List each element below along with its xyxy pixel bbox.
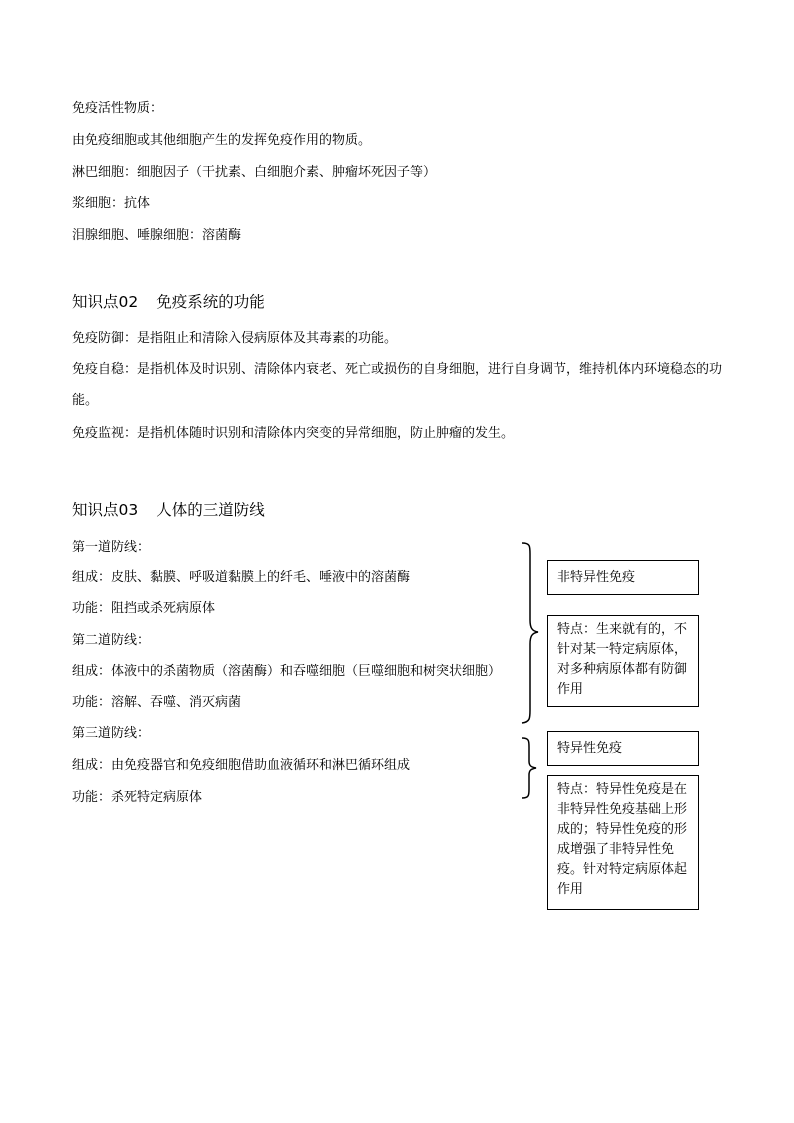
defense-line-label: 第一道防线： <box>72 540 151 555</box>
section-title: 免疫系统的功能 <box>156 293 265 311</box>
section-number: 知识点03 <box>72 501 139 519</box>
active-substances-title: 免疫活性物质： <box>72 101 164 116</box>
defense-function: 功能：阻挡或杀死病原体 <box>72 601 216 616</box>
defense-line-label: 第二道防线： <box>72 633 151 648</box>
section-number: 知识点02 <box>72 293 139 311</box>
defense-composition: 组成：由免疫器官和免疫细胞借助血液循环和淋巴循环组成 <box>72 758 411 773</box>
specific-immunity-desc-box: 特点：特异性免疫是在非特异性免疫基础上形成的；特异性免疫的形成增强了非特异性免疫。针对特定病原体起作用 <box>547 775 699 910</box>
active-substance-item: 浆细胞：抗体 <box>72 196 151 211</box>
nonspecific-immunity-box: 非特异性免疫 <box>547 560 699 595</box>
active-substances-definition: 由免疫细胞或其他细胞产生的发挥免疫作用的物质。 <box>72 133 372 148</box>
function-item: 免疫自稳：是指机体及时识别、清除体内衰老、死亡或损伤的自身细胞，进行自身调节，维持机体内环境稳态的功能。 <box>72 362 723 408</box>
section-title: 人体的三道防线 <box>156 501 265 519</box>
specific-immunity-box: 特异性免疫 <box>547 731 699 766</box>
defense-composition: 组成：皮肤、黏膜、呼吸道黏膜上的纤毛、唾液中的溶菌酶 <box>72 570 411 585</box>
section-heading-3 <box>72 500 265 520</box>
defense-function: 功能：溶解、吞噬、消灭病菌 <box>72 695 242 710</box>
defense-function: 功能：杀死特定病原体 <box>72 790 203 805</box>
function-item: 免疫防御：是指阻止和清除入侵病原体及其毒素的功能。 <box>72 331 398 346</box>
nonspecific-brace <box>518 540 542 726</box>
section-heading-2 <box>72 292 265 312</box>
specific-brace <box>518 735 542 801</box>
nonspecific-immunity-desc-box: 特点：生来就有的，不针对某一特定病原体，对多种病原体都有防御作用 <box>547 615 699 707</box>
active-substance-item: 泪腺细胞、唾腺细胞：溶菌酶 <box>72 228 242 243</box>
active-substance-item: 淋巴细胞：细胞因子（干扰素、白细胞介素、肿瘤坏死因子等） <box>72 165 437 180</box>
defense-line-label: 第三道防线： <box>72 726 151 741</box>
function-item: 免疫监视：是指机体随时识别和清除体内突变的异常细胞，防止肿瘤的发生。 <box>72 426 515 441</box>
defense-composition: 组成：体液中的杀菌物质（溶菌酶）和吞噬细胞（巨噬细胞和树突状细胞） <box>72 664 502 679</box>
